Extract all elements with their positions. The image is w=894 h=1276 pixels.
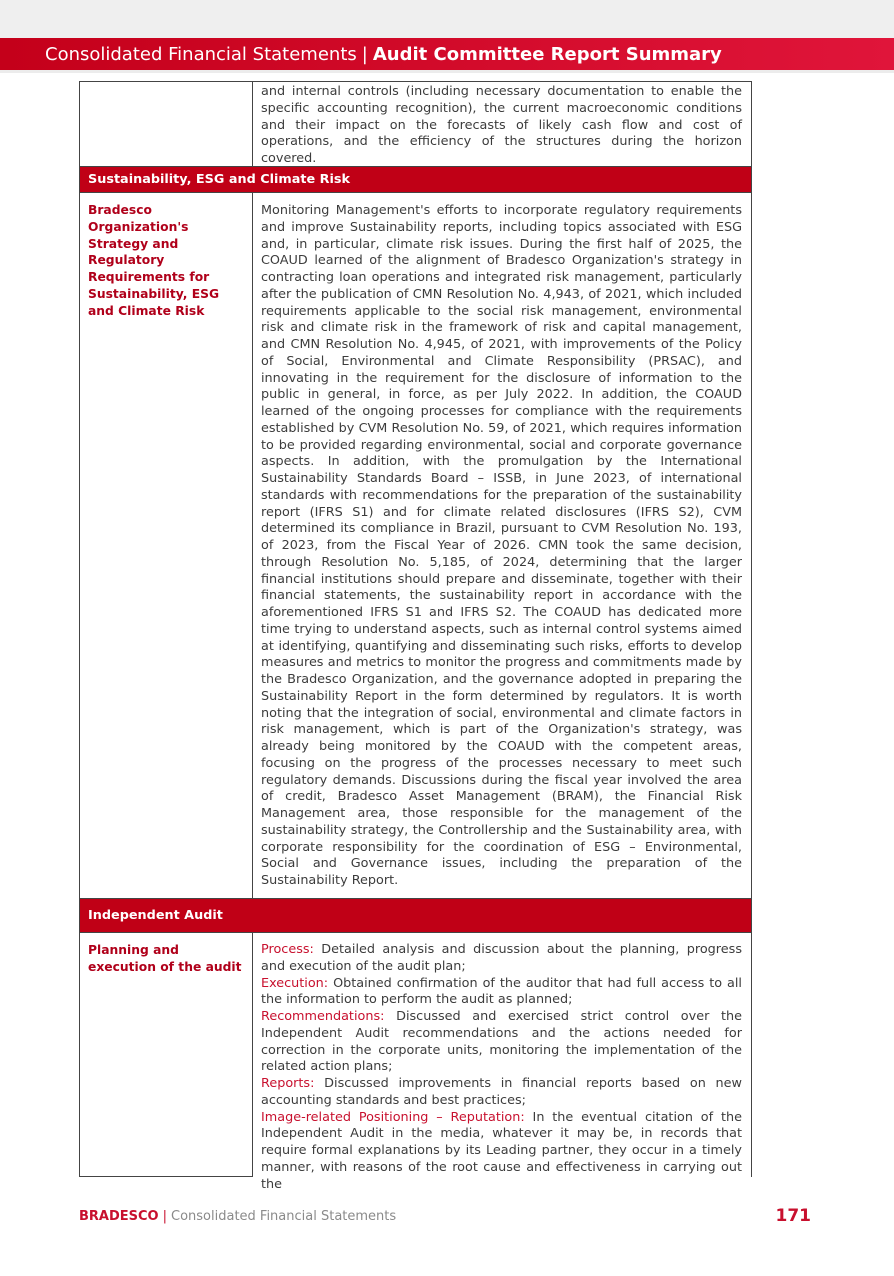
item-text: Discussed improvements in financial reports based on new accounting standards and best practices; bbox=[261, 1076, 742, 1108]
list-item bbox=[261, 1110, 742, 1194]
item-text: Discussed and exercised strict control over the Independent Audit recommendations and the actions needed for correction in the corporate units, monitoring the implementation of the related action plans; bbox=[261, 1009, 742, 1075]
table-row-audit-planning bbox=[80, 933, 751, 1192]
list-item bbox=[261, 1076, 742, 1110]
page-header-banner bbox=[0, 38, 894, 70]
list-item bbox=[261, 1009, 742, 1076]
list-item bbox=[261, 976, 742, 1010]
intro-text: and internal controls (including necessary documentation to enable the specific accounting recognition), the current macroeconomic conditions and their impact on the forecasts of likely cash flow and cost of operations, and the efficiency of the structures during the horizon covered. bbox=[261, 84, 742, 166]
table-row-sustainability bbox=[80, 193, 751, 898]
row-label-empty bbox=[80, 82, 253, 166]
footer bbox=[79, 1209, 396, 1224]
list-item bbox=[261, 942, 742, 976]
table-bottom-edge bbox=[79, 1176, 253, 1177]
footer-subtitle: Consolidated Financial Statements bbox=[171, 1209, 397, 1224]
footer-separator: | bbox=[162, 1209, 167, 1224]
row-label-sustainability: Bradesco Organization's Strategy and Regulatory Requirements for Sustainability, ESG and Climate Risk bbox=[80, 193, 253, 898]
item-keyword: Image-related Positioning – Reputation: bbox=[261, 1109, 525, 1125]
section-title-independent-audit: Independent Audit bbox=[80, 898, 751, 933]
item-text: Detailed analysis and discussion about the planning, progress and execution of the audit plan; bbox=[261, 942, 742, 974]
report-table bbox=[79, 81, 752, 1192]
page-number: 171 bbox=[775, 1206, 811, 1226]
item-keyword: Recommendations: bbox=[261, 1009, 385, 1024]
header-separator: | bbox=[361, 43, 368, 65]
header-rule bbox=[0, 70, 894, 73]
table-row-intro bbox=[80, 82, 751, 166]
header-section: Consolidated Financial Statements bbox=[45, 43, 357, 65]
header-title: Audit Committee Report Summary bbox=[372, 43, 722, 65]
item-keyword: Process: bbox=[261, 942, 314, 957]
item-keyword: Execution: bbox=[261, 975, 329, 991]
audit-items bbox=[253, 933, 751, 1192]
item-text: Obtained confirmation of the auditor that had full access to all the information to perform the audit as planned; bbox=[261, 975, 742, 1008]
item-keyword: Reports: bbox=[261, 1076, 315, 1091]
footer-brand: BRADESCO bbox=[79, 1209, 159, 1224]
sustainability-text: Monitoring Management's efforts to incorporate regulatory requirements and improve Sustainability reports, including topics associated with ESG and, in particular, climate risk issues. During the first half of 2025, the COAUD learned of the alignment of Bradesco Organization's strategy in contracting loan operations and integrated risk management, particularly after the publication of CMN Resolution No. 4,943, of 2021, which included requirements applicable to the social risk management, environmental risk and climate risk in the framework of risk and capital management, and CMN Resolution No. 4,945, of 2021, with improvements of the Policy of Social, Environmental and Climate Responsibility (PRSAC), and innovating in the requirement for the disclosure of information to the public in general, in force, as per July 2022. In addition, the COAUD learned of the ongoing processes for compliance with the requirements established by CVM Resolution No. 59, of 2021, which requires information to be provided regarding environmental, social and corporate governance aspects. In addition, with the promulgation by the International Sustainability Standards Board – ISSB, in June 2023, of international standards with recommendations for the preparation of the sustainability report (IFRS S1) and for climate related disclosures (IFRS S2), CVM determined its compliance in Brazil, pursuant to CVM Resolution No. 193, of 2023, from the Fiscal Year of 2026. CMN took the same decision, through Resolution No. 5,185, of 2024, determining that the larger financial institutions should prepare and disseminate, together with their financial statements, the sustainability report in accordance with the aforementioned IFRS S1 and IFRS S2. The COAUD has dedicated more time trying to understand aspects, such as internal control systems aimed at identifying, quantifying and disseminating such risks, efforts to develop measures and metrics to monitor the progress and commitments made by the Bradesco Organization, and the governance adopted in preparing the Sustainability Report in the form determined by regulators. It is worth noting that the integration of social, environmental and climate factors in risk management, which is part of the Organization's strategy, was already being monitored by the COAUD with the competent areas, focusing on the progress of the processes necessary to meet such regulatory demands. Discussions during the fiscal year involved the area of credit, Bradesco Asset Management (BRAM), the Financial Risk Management area, those responsible for the management of the sustainability strategy, the Controllership and the Sustainability area, with corporate responsibility for the coordination of ESG – Environmental, Social and Governance issues, including the preparation of the Sustainability Report. bbox=[261, 203, 742, 888]
section-title-sustainability: Sustainability, ESG and Climate Risk bbox=[80, 166, 751, 193]
row-label-audit-planning: Planning and execution of the audit bbox=[80, 933, 253, 1177]
item-text: In the eventual citation of the Independent Audit in the media, whatever it may be, in records that require formal explanations by its Leading partner, they occur in a timely manner, with reasons of the root cause and effectiveness in carrying out the bbox=[261, 1109, 742, 1192]
top-margin bbox=[0, 0, 894, 38]
